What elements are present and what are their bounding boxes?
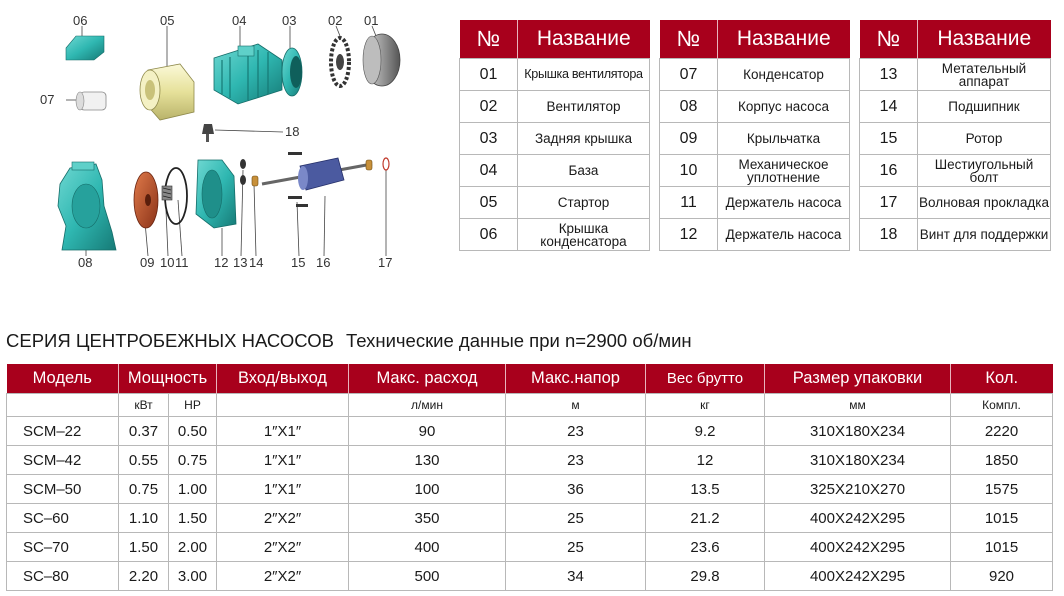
cell-model: SC–70 [7,533,119,562]
part-fan [331,38,349,86]
table-row [7,417,1053,446]
header-model: Модель [7,364,119,394]
parts-table-header [660,20,850,59]
series-title [6,330,692,352]
cell-hp: 3.00 [169,562,217,591]
table-row [860,59,1051,91]
part-name: Волновая прокладка [918,187,1051,219]
unit-quantity: Компл. [951,394,1053,417]
cell-quantity: 920 [951,562,1053,591]
part-number-06: 06 [73,13,88,28]
part-number-12: 12 [214,255,229,270]
part-num: 15 [860,123,918,155]
part-fan-cover [363,34,400,86]
table-row [7,475,1053,504]
header-name: Название [718,20,850,59]
table-row [460,187,650,219]
cell-flow: 100 [349,475,506,504]
part-num: 04 [460,155,518,187]
part-wave-washer [366,158,389,170]
part-capacitor-cover [66,36,104,60]
unit-model [7,394,119,417]
part-number-16: 16 [316,255,331,270]
cell-head: 34 [506,562,646,591]
cell-model: SCM–50 [7,475,119,504]
part-name: Ротор [918,123,1051,155]
part-name: Держатель насоса [718,219,850,251]
part-number-15: 15 [291,255,306,270]
part-name: Подшипник [918,91,1051,123]
header-gross-weight: Вес брутто [646,364,765,394]
part-num: 12 [660,219,718,251]
table-row [660,219,850,251]
part-stator [140,64,194,120]
cell-size: 310X180X234 [765,446,951,475]
part-name: Вентилятор [518,91,650,123]
table-row [860,155,1051,187]
table-row [460,91,650,123]
cell-inlet-outlet: 1″X1″ [217,475,349,504]
cell-size: 400X242X295 [765,562,951,591]
table-row [860,187,1051,219]
cell-inlet-outlet: 1″X1″ [217,446,349,475]
part-number-17: 17 [378,255,393,270]
cell-flow: 350 [349,504,506,533]
part-name: Конденсатор [718,59,850,91]
part-rear-cover [282,48,302,96]
table-row [660,187,850,219]
header-num: № [460,20,518,59]
cell-head: 25 [506,504,646,533]
cell-kw: 1.50 [119,533,169,562]
table-row [660,123,850,155]
part-num: 02 [460,91,518,123]
cell-weight: 13.5 [646,475,765,504]
cell-quantity: 1015 [951,504,1053,533]
part-number-14: 14 [249,255,264,270]
cell-size: 325X210X270 [765,475,951,504]
parts-table-header [860,20,1051,59]
header-num: № [860,20,918,59]
part-name: Крышка вентилятора [518,59,650,91]
part-num: 11 [660,187,718,219]
part-num: 01 [460,59,518,91]
cell-quantity: 1575 [951,475,1053,504]
table-row [7,504,1053,533]
cell-hp: 2.00 [169,533,217,562]
parts-table-3 [859,20,1051,251]
cell-head: 36 [506,475,646,504]
table-row [660,59,850,91]
header-package-size: Размер упаковки [765,364,951,394]
cell-size: 400X242X295 [765,504,951,533]
parts-table-2 [659,20,850,251]
cell-flow: 500 [349,562,506,591]
part-name: Корпус насоса [718,91,850,123]
cell-model: SCM–22 [7,417,119,446]
table-row [460,219,650,251]
part-num: 18 [860,219,918,251]
part-number-07: 07 [40,92,55,107]
part-support-screw [202,124,214,142]
diagram-drawing [0,0,450,290]
part-num: 03 [460,123,518,155]
cell-quantity: 1850 [951,446,1053,475]
cell-flow: 130 [349,446,506,475]
header-power: Мощность [119,364,217,394]
part-name: Держатель насоса [718,187,850,219]
part-num: 14 [860,91,918,123]
cell-inlet-outlet: 2″X2″ [217,562,349,591]
cell-head: 23 [506,417,646,446]
unit-hp: HP [169,394,217,417]
cell-hp: 0.75 [169,446,217,475]
part-number-09: 09 [140,255,155,270]
cell-kw: 0.75 [119,475,169,504]
parts-table-1 [459,20,650,251]
parts-table-header [460,20,650,59]
part-name: Механическое уплотнение [718,155,850,187]
part-rotor [262,158,372,190]
part-num: 08 [660,91,718,123]
part-number-03: 03 [282,13,297,28]
technical-data-table [6,364,1053,591]
table-row [7,446,1053,475]
header-max-flow: Макс. расход [349,364,506,394]
header-inlet-outlet: Вход/выход [217,364,349,394]
part-name: Крыльчатка [718,123,850,155]
part-name: Крышка конденсатора [518,219,650,251]
cell-weight: 12 [646,446,765,475]
table-row [860,123,1051,155]
part-number-02: 02 [328,13,343,28]
part-mechanical-seal [162,186,172,200]
table-row [660,91,850,123]
cell-flow: 90 [349,417,506,446]
unit-kw: кВт [119,394,169,417]
table-row [860,91,1051,123]
table-row [860,219,1051,251]
table-row [7,562,1053,591]
part-name: База [518,155,650,187]
part-number-10: 10 [160,255,175,270]
cell-kw: 2.20 [119,562,169,591]
part-num: 06 [460,219,518,251]
cell-model: SC–60 [7,504,119,533]
part-capacitor [76,92,106,110]
unit-size: мм [765,394,951,417]
cell-inlet-outlet: 1″X1″ [217,417,349,446]
cell-weight: 9.2 [646,417,765,446]
header-max-head: Макс.напор [506,364,646,394]
cell-hp: 1.00 [169,475,217,504]
cell-head: 25 [506,533,646,562]
cell-inlet-outlet: 2″X2″ [217,504,349,533]
cell-kw: 0.37 [119,417,169,446]
header-name: Название [518,20,650,59]
cell-hp: 0.50 [169,417,217,446]
part-pump-holder [196,160,236,228]
part-num: 05 [460,187,518,219]
header-name: Название [918,20,1051,59]
part-name: Задняя крышка [518,123,650,155]
part-number-01: 01 [364,13,379,28]
part-number-13: 13 [233,255,248,270]
part-num: 09 [660,123,718,155]
part-name: Стартор [518,187,650,219]
cell-kw: 1.10 [119,504,169,533]
part-num: 10 [660,155,718,187]
table-row [460,59,650,91]
part-impeller [134,172,158,228]
cell-weight: 21.2 [646,504,765,533]
table-row [460,155,650,187]
header-num: № [660,20,718,59]
cell-model: SCM–42 [7,446,119,475]
part-number-18: 18 [285,124,300,139]
series-title-main: СЕРИЯ ЦЕНТРОБЕЖНЫХ НАСОСОВ [6,330,334,351]
cell-quantity: 2220 [951,417,1053,446]
cell-size: 310X180X234 [765,417,951,446]
cell-flow: 400 [349,533,506,562]
table-row [460,123,650,155]
cell-head: 23 [506,446,646,475]
series-title-sub: Технические данные при n=2900 об/мин [345,330,692,351]
part-number-04: 04 [232,13,247,28]
spec-units-row [7,394,1053,417]
cell-hp: 1.50 [169,504,217,533]
unit-flow: л/мин [349,394,506,417]
cell-weight: 29.8 [646,562,765,591]
part-pump-body [58,162,116,250]
unit-weight: кг [646,394,765,417]
part-num: 13 [860,59,918,91]
part-num: 07 [660,59,718,91]
spec-header-row [7,364,1053,394]
part-number-11: 11 [175,255,189,270]
part-num: 16 [860,155,918,187]
part-name: Метательный аппарат [918,59,1051,91]
cell-inlet-outlet: 2″X2″ [217,533,349,562]
cell-weight: 23.6 [646,533,765,562]
header-quantity: Кол. [951,364,1053,394]
part-num: 17 [860,187,918,219]
cell-size: 400X242X295 [765,533,951,562]
cell-model: SC–80 [7,562,119,591]
part-name: Винт для поддержки [918,219,1051,251]
table-row [7,533,1053,562]
cell-kw: 0.55 [119,446,169,475]
unit-head: м [506,394,646,417]
unit-inlet-outlet [217,394,349,417]
part-number-08: 08 [78,255,93,270]
part-name: Шестиугольный болт [918,155,1051,187]
part-motor-housing [214,44,282,104]
table-row [660,155,850,187]
part-number-05: 05 [160,13,175,28]
exploded-pump-diagram [0,0,450,290]
cell-quantity: 1015 [951,533,1053,562]
